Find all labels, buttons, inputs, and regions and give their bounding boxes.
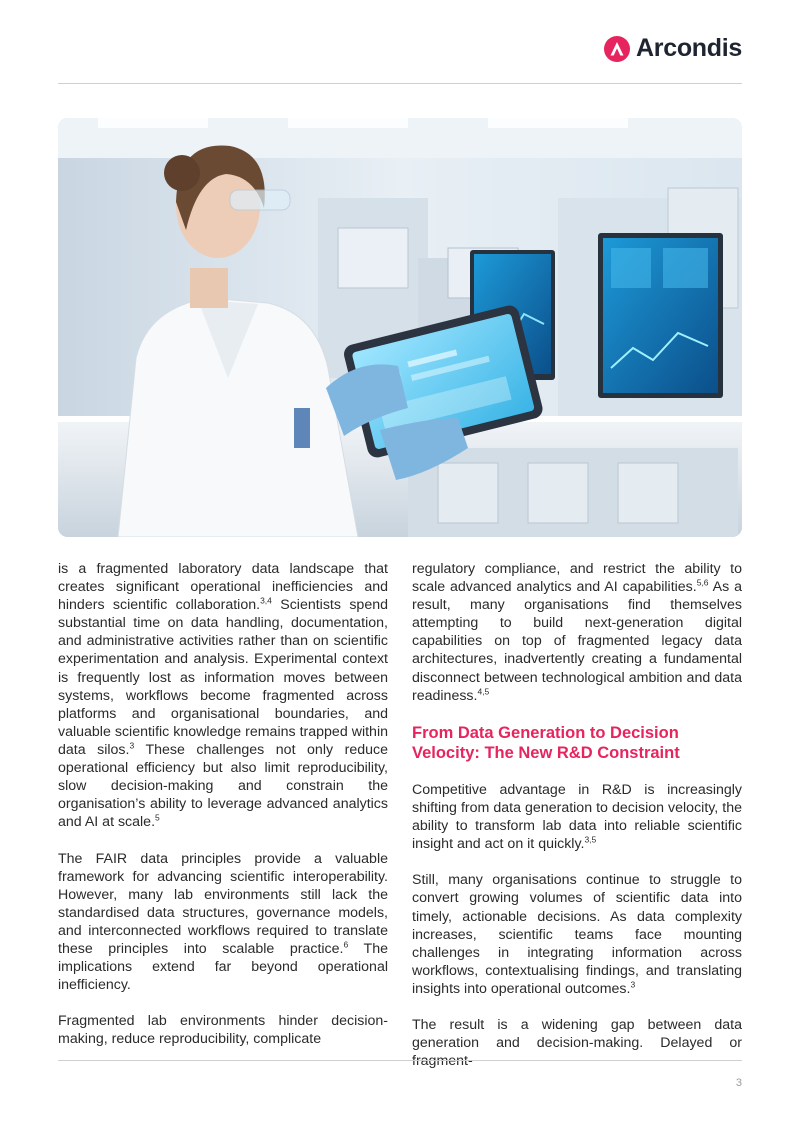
paragraph: The result is a widening gap between data generation and decision-making. Delayed or fragment- [412,1017,742,1070]
page-header [58,0,742,84]
right-column [412,560,742,1070]
arcondis-logo-icon [604,36,630,62]
citation: 5,6 [696,577,709,588]
paragraph: Competitive advantage in R&D is increasingly shifting from data generation to decision velocity, the ability to transform lab data into reliable scientific insight and act on it quickly.$^{3,5}$ [412,781,742,853]
citation: 3,4 [260,595,272,606]
section-heading: From Data Generation to Decision Velocity: The New R&D Constraint [412,723,680,762]
brand-logo[interactable] [604,34,742,63]
citation: 3 [630,979,636,990]
citation: 4,5 [477,685,490,696]
citation: 3 [129,740,135,751]
paragraph: is a fragmented laboratory data landscape that creates significant operational inefficiencies and hinders scientific collaboration.$^{3,4}$ Scientists spend substantial time on data handling, documentation, and administrative activities rather than on scientific experimentation and analysis. Experimental context is frequently lost as information moves between systems, workflows become fragmented across platforms and organisational boundaries, and valuable scientific knowledge remains trapped within data silos.$^3$ These challenges not only reduce operational efficiency but also limit reproducibility, slow decision-making and constrain the organisation’s ability to leverage advanced analytics and AI at scale.$^5$ [58,561,388,831]
footer-divider [58,1060,742,1061]
paragraph: Fragmented lab environments hinder decision-making, reduce reproducibility, complicate [58,1013,388,1048]
hero-image [58,118,742,537]
laboratory-photo-illustration [58,118,742,537]
page-number: 3 [735,1077,742,1089]
citation: 3,5 [584,834,597,845]
paragraph: regulatory compliance, and restrict the ability to scale advanced analytics and AI capabilities.$^{5,6}$ As a result, many organisations find themselves attempting to build next-generation digital capabilities on top of fragmented legacy data architectures, inadvertently creating a fundamental disconnect between technological ambition and data readiness.$^{4,5}$ [412,561,742,704]
brand-name: Arcondis [636,34,742,62]
paragraph: Still, many organisations continue to struggle to convert growing volumes of scientific data into timely, actionable decisions. As data complexity increases, scientific teams face mounting challenges in integrating information across workflows, contextualising findings, and translating insights into operational outcomes.$^3$ [412,872,742,997]
citation: 5 [155,812,160,823]
citation: 6 [343,939,349,950]
paragraph: The FAIR data principles provide a valuable framework for advancing scientific interoperability. However, many lab environments still lack the standardised data structures, governance models, and interconnected workflows required to translate these principles into scalable practice.$^6$ The implications extend far beyond operational inefficiency. [58,850,389,994]
left-column [58,560,388,1049]
